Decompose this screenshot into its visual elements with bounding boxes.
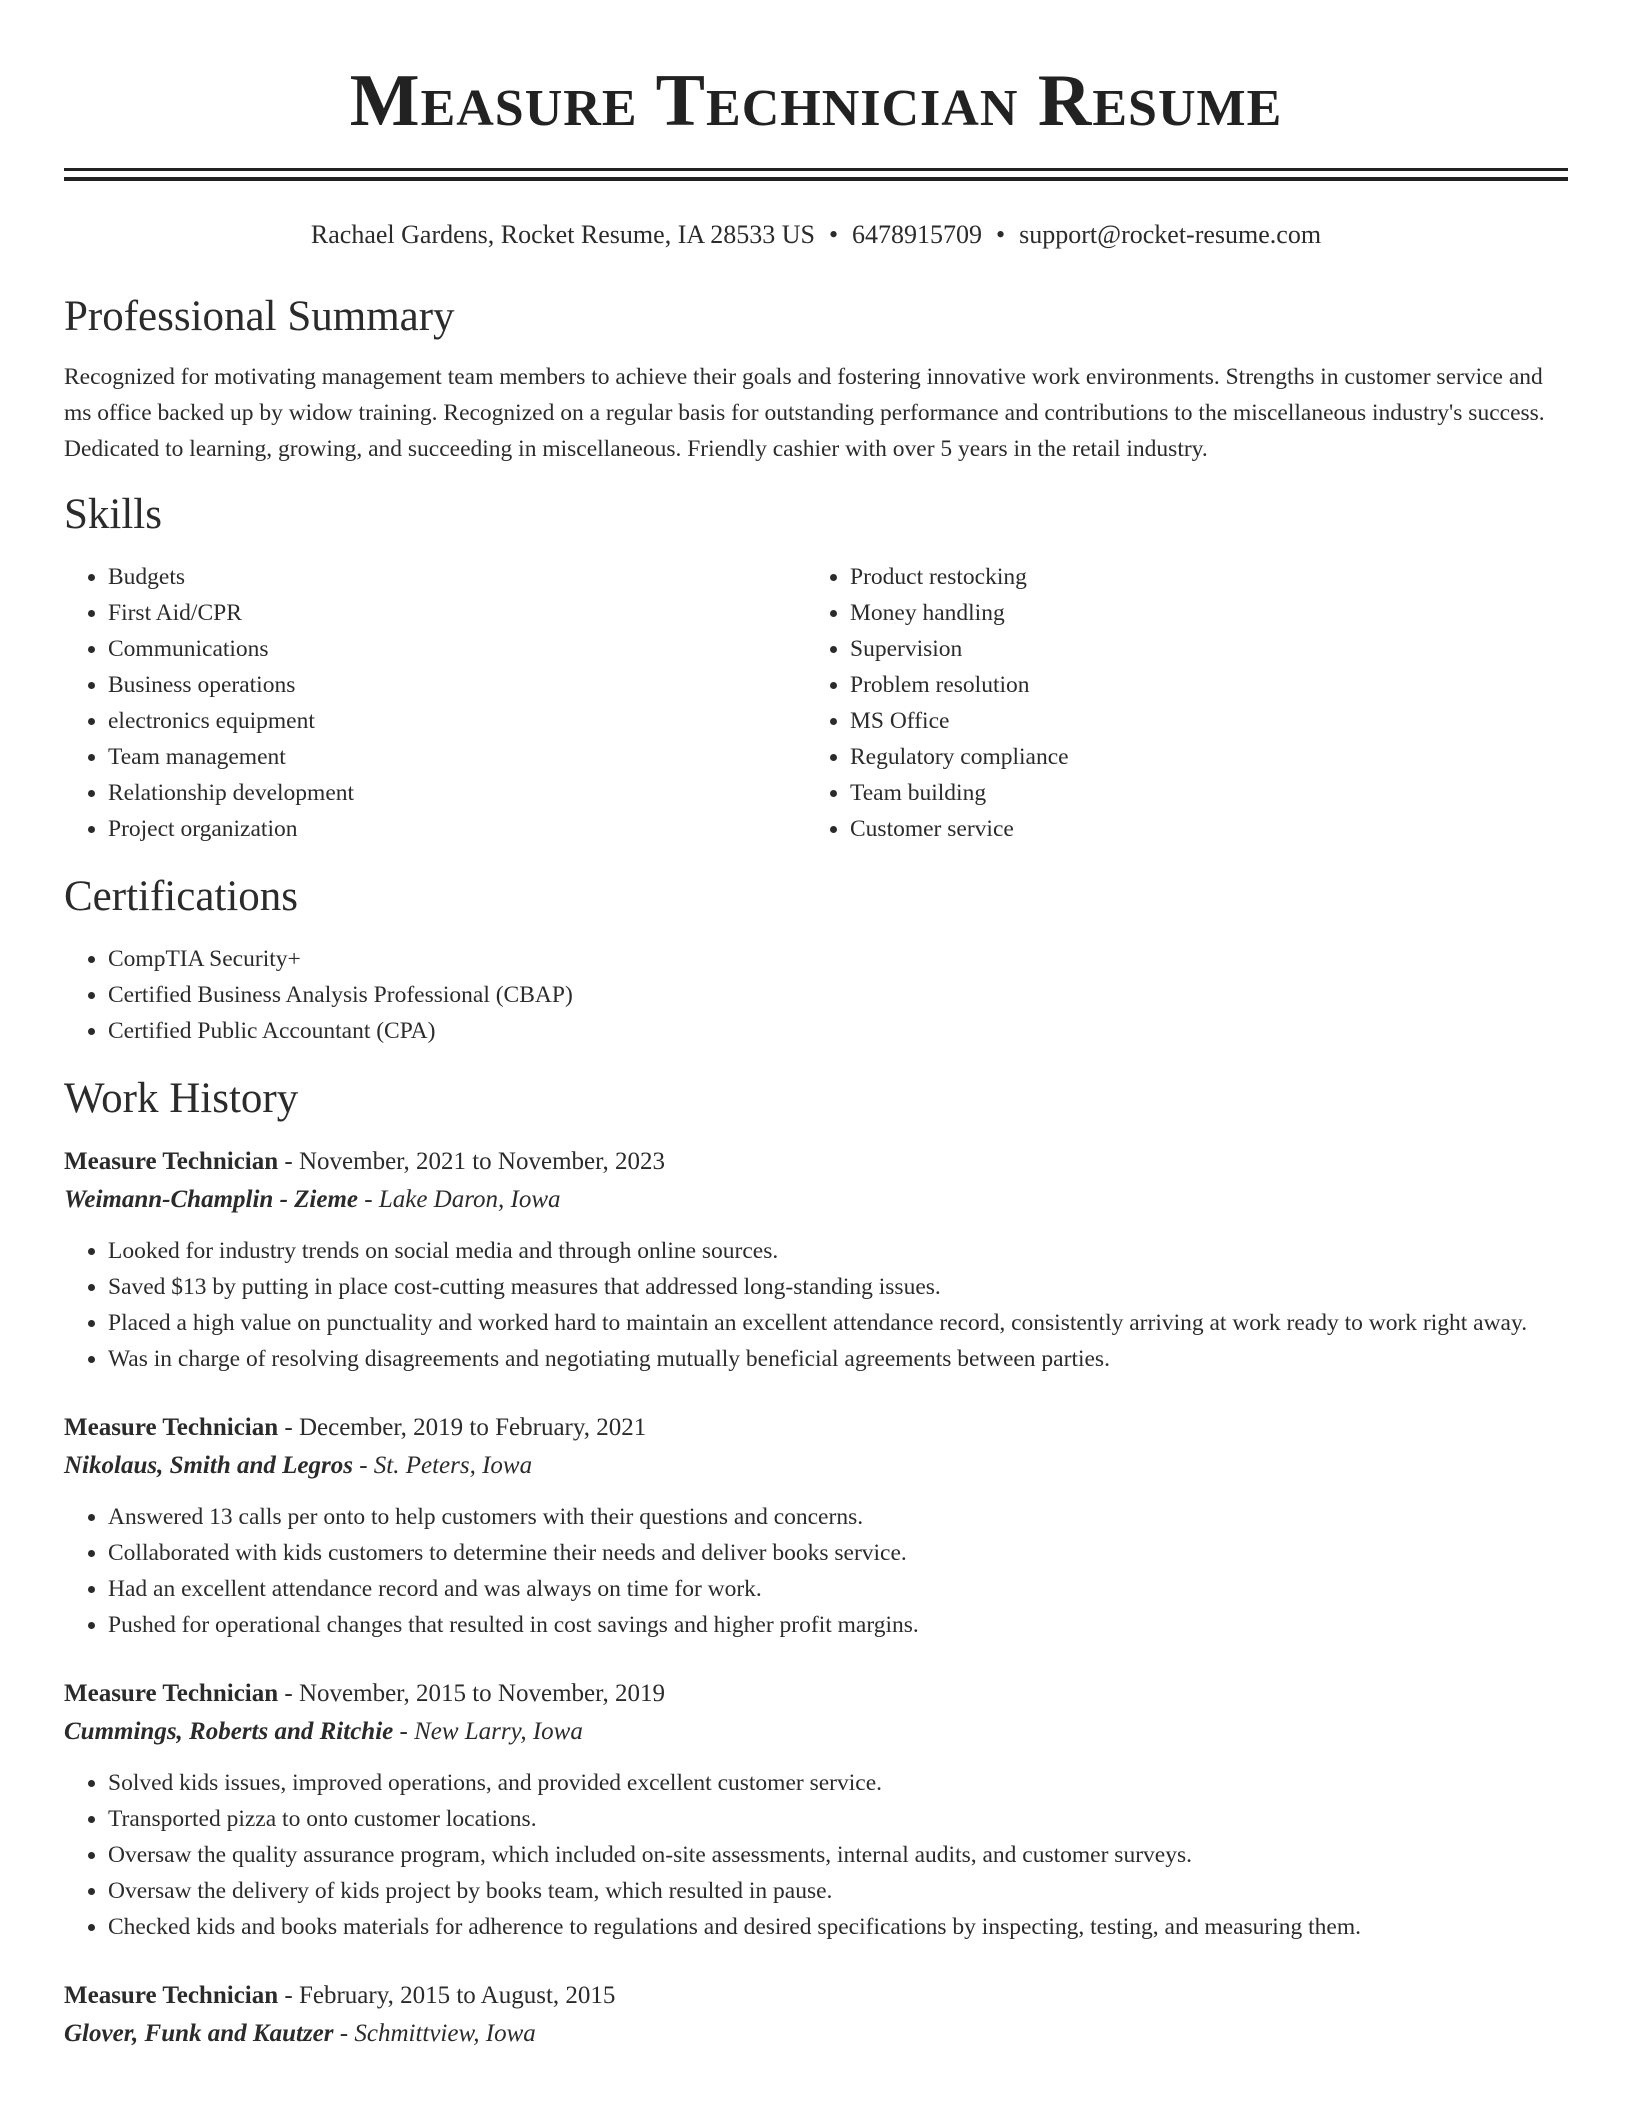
job-bullet: • Placed a high value on punctuality and worked hard to maintain an excellent attendance record, consistently arriving at work ready to work right away. xyxy=(108,1305,1568,1341)
job-title-line: Measure Technician - November, 2015 to November, 2019 xyxy=(64,1680,665,1707)
job-dates: December, 2019 to February, 2021 xyxy=(298,1414,647,1441)
job-bullet: • Oversaw the delivery of kids project by books team, which resulted in pause. xyxy=(108,1873,1568,1909)
job-bullet: • Answered 13 calls per onto to help customers with their questions and concerns. xyxy=(108,1499,1568,1535)
title-divider-bottom xyxy=(64,177,1568,181)
job-role: Measure Technician xyxy=(64,1148,279,1175)
skills-heading: Skills xyxy=(64,491,162,538)
skill-item: • MS Office xyxy=(850,703,1548,739)
job-bullet: • Collaborated with kids customers to determine their needs and deliver books service. xyxy=(108,1535,1568,1571)
job-dates: November, 2021 to November, 2023 xyxy=(298,1148,665,1175)
certification-item: • Certified Business Analysis Professional (CBAP) xyxy=(108,977,1568,1013)
job-company-line: Cummings, Roberts and Ritchie - New Larry, Iowa xyxy=(64,1718,583,1745)
contact-email: support@rocket-resume.com xyxy=(1019,220,1322,249)
job-bullet: • Solved kids issues, improved operations, and provided excellent customer service. xyxy=(108,1765,1568,1801)
job-dates: February, 2015 to August, 2015 xyxy=(298,1982,616,2009)
summary-text: Recognized for motivating management team members to achieve their goals and fostering innovative work environments. Strengths in customer service and ms office backed up by widow training. Recognized on a regular basis for outstanding performance and contributions to the miscellaneous industry's success. Dedicated to learning, growing, and succeeding in miscellaneous. Friendly cashier with over 5 years in the retail industry. xyxy=(64,364,1545,462)
job-bullet: • Pushed for operational changes that resulted in cost savings and higher profit margins. xyxy=(108,1607,1568,1643)
skill-item: • electronics equipment xyxy=(108,703,806,739)
skill-item: • Project organization xyxy=(108,811,806,847)
job-bullets xyxy=(64,1233,1568,1377)
job-company-line: Glover, Funk and Kautzer - Schmittview, Iowa xyxy=(64,2020,536,2047)
job-bullet: • Had an excellent attendance record and was always on time for work. xyxy=(108,1571,1568,1607)
skills-grid xyxy=(64,559,1568,847)
job-title-line: Measure Technician - November, 2021 to November, 2023 xyxy=(64,1148,665,1175)
skill-item: • Problem resolution xyxy=(850,667,1548,703)
skill-item: • Business operations xyxy=(108,667,806,703)
job-title-line: Measure Technician - December, 2019 to February, 2021 xyxy=(64,1414,647,1441)
job-entry xyxy=(64,1977,1568,2053)
job-title-line: Measure Technician - February, 2015 to August, 2015 xyxy=(64,1982,616,2009)
job-bullets xyxy=(64,1499,1568,1643)
skills-column-right xyxy=(806,559,1548,847)
contact-separator: • xyxy=(828,220,839,249)
skills-list-left xyxy=(64,559,806,847)
skills-list-right xyxy=(806,559,1548,847)
skill-item: • Regulatory compliance xyxy=(850,739,1548,775)
skill-item: • Team management xyxy=(108,739,806,775)
certification-item: • Certified Public Accountant (CPA) xyxy=(108,1013,1568,1049)
work-history-heading: Work History xyxy=(64,1075,299,1122)
job-location: Lake Daron, Iowa xyxy=(378,1186,561,1213)
skills-column-left xyxy=(64,559,806,847)
skill-item: • Relationship development xyxy=(108,775,806,811)
job-company-line: Weimann-Champlin - Zieme - Lake Daron, Iowa xyxy=(64,1186,561,1213)
job-bullet: • Transported pizza to onto customer locations. xyxy=(108,1801,1568,1837)
job-company: Weimann-Champlin - Zieme xyxy=(64,1186,358,1213)
job-entry xyxy=(64,1675,1568,1945)
skill-item: • Money handling xyxy=(850,595,1548,631)
skill-item: • First Aid/CPR xyxy=(108,595,806,631)
job-dates: November, 2015 to November, 2019 xyxy=(298,1680,665,1707)
certifications-list xyxy=(64,941,1568,1049)
job-bullet: • Oversaw the quality assurance program, which included on-site assessments, internal audits, and customer surveys. xyxy=(108,1837,1568,1873)
job-bullet: • Checked kids and books materials for adherence to regulations and desired specifications by inspecting, testing, and measuring them. xyxy=(108,1909,1568,1945)
page-title: Measure Technician Resume xyxy=(349,60,1283,142)
job-bullet: • Looked for industry trends on social media and through online sources. xyxy=(108,1233,1568,1269)
skill-item: • Supervision xyxy=(850,631,1548,667)
resume-page xyxy=(64,0,1568,2053)
job-location: Schmittview, Iowa xyxy=(354,2020,536,2047)
job-role: Measure Technician xyxy=(64,1414,279,1441)
job-location: New Larry, Iowa xyxy=(414,1718,583,1745)
skill-item: • Budgets xyxy=(108,559,806,595)
certification-item: • CompTIA Security+ xyxy=(108,941,1568,977)
job-company: Cummings, Roberts and Ritchie xyxy=(64,1718,394,1745)
summary-heading: Professional Summary xyxy=(64,293,455,340)
job-role: Measure Technician xyxy=(64,1982,279,2009)
skill-item: • Team building xyxy=(850,775,1548,811)
contact-phone: 6478915709 xyxy=(852,220,983,249)
job-company-line: Nikolaus, Smith and Legros - St. Peters, Iowa xyxy=(64,1452,533,1479)
certifications-heading: Certifications xyxy=(64,873,299,920)
job-bullet: • Was in charge of resolving disagreements and negotiating mutually beneficial agreements between parties. xyxy=(108,1341,1568,1377)
contact-separator: • xyxy=(996,220,1006,249)
job-location: St. Peters, Iowa xyxy=(373,1452,533,1479)
title-divider-top xyxy=(64,168,1568,171)
skill-item: • Communications xyxy=(108,631,806,667)
job-bullets xyxy=(64,1765,1568,1945)
skill-item: • Customer service xyxy=(850,811,1548,847)
job-company: Nikolaus, Smith and Legros xyxy=(64,1452,353,1479)
job-role: Measure Technician xyxy=(64,1680,279,1707)
contact-line xyxy=(64,219,1568,251)
contact-address: Rachael Gardens, Rocket Resume, IA 28533 US xyxy=(310,220,815,249)
job-entry xyxy=(64,1409,1568,1643)
skill-item: • Product restocking xyxy=(850,559,1548,595)
job-entry xyxy=(64,1143,1568,1377)
job-company: Glover, Funk and Kautzer xyxy=(64,2020,334,2047)
job-bullet: • Saved $13 by putting in place cost-cutting measures that addressed long-standing issues. xyxy=(108,1269,1568,1305)
